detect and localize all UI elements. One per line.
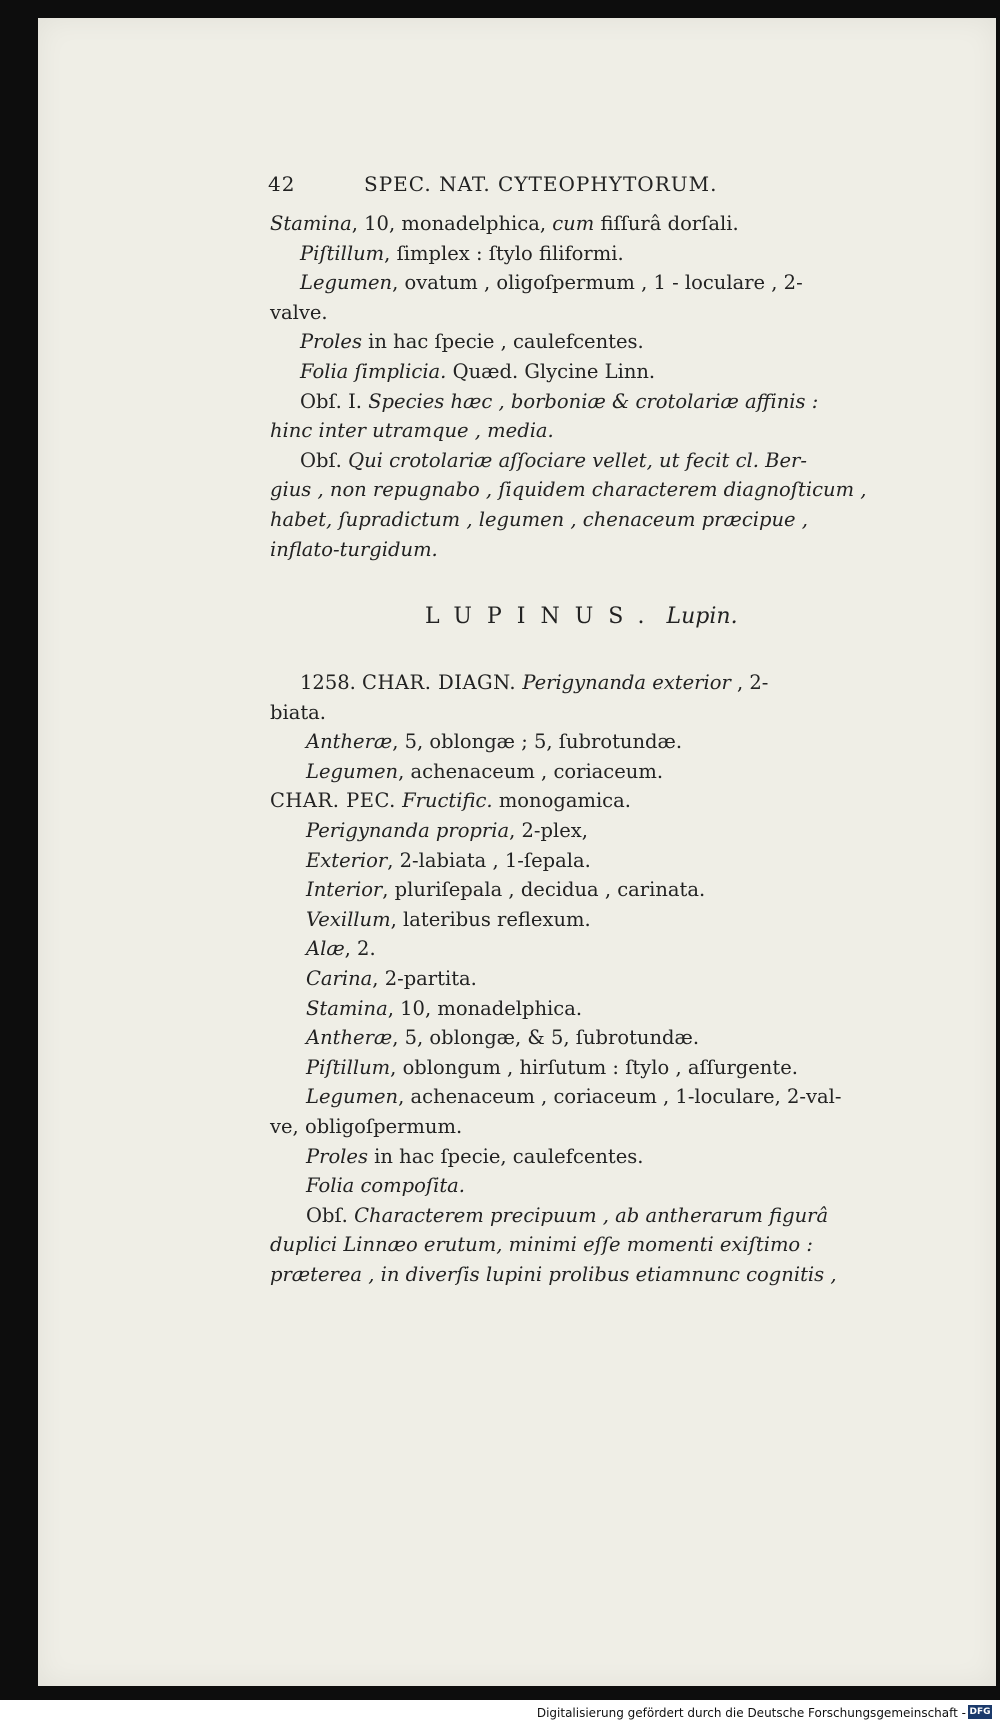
term-label: Proles xyxy=(306,1144,368,1168)
term-text: , 2- xyxy=(736,671,769,694)
term-label: Legumen xyxy=(300,271,393,295)
term-text: , 5, oblongæ, & 5, ſubrotundæ. xyxy=(392,1026,700,1050)
obs-text: inflato-turgidum. xyxy=(270,537,438,561)
text-line xyxy=(270,1112,910,1142)
text-line xyxy=(270,535,910,565)
text-line xyxy=(270,298,910,328)
term-label: Alæ xyxy=(306,937,345,961)
text-line xyxy=(270,1201,910,1231)
term-label: Perigynanda propria xyxy=(306,818,510,842)
term-label: Antheræ xyxy=(306,1026,393,1050)
text-line xyxy=(270,357,910,387)
text-line xyxy=(270,446,910,476)
page-number: 42 xyxy=(268,172,296,196)
text-line xyxy=(270,757,910,787)
genus-body xyxy=(270,668,910,1289)
text-line xyxy=(270,846,910,876)
text-line xyxy=(270,786,910,816)
obs-text: hinc inter utramque , media. xyxy=(270,419,554,443)
term-text: biata. xyxy=(270,700,327,724)
term-label: Folia ſimplicia. xyxy=(300,359,447,383)
term-text: , 2-partita. xyxy=(372,966,477,990)
term-text: in hac ſpecie, caulefcentes. xyxy=(374,1144,644,1168)
text-line xyxy=(270,1260,910,1290)
term-text: , oblongum , hirſutum : ſtylo , aſſurgente. xyxy=(390,1055,798,1079)
char-pec-label: CHAR. PEC. xyxy=(270,789,396,813)
term-label: Exterior xyxy=(306,848,388,872)
obs-text: præterea , in diverſis lupini prolibus etiamnunc cognitis , xyxy=(270,1262,837,1286)
text-line xyxy=(270,875,910,905)
text-line xyxy=(270,1171,910,1201)
running-head xyxy=(268,172,908,196)
term-text: , ovatum , oligoſpermum , 1 - loculare , 2- xyxy=(392,271,803,295)
text-line xyxy=(270,816,910,846)
genus-name: LUPINUS. xyxy=(425,604,660,629)
text-line xyxy=(270,994,910,1024)
char-diagn-label: CHAR. DIAGN. xyxy=(362,671,517,694)
text-line xyxy=(270,505,910,535)
term-label: Folia compoſita. xyxy=(306,1174,465,1198)
term-label: Proles xyxy=(300,330,362,354)
text-line xyxy=(270,475,910,505)
entry-number: 1258. xyxy=(300,671,356,694)
term-label: Piſtillum xyxy=(300,241,385,265)
obs-text: gius , non repugnabo , ſiquidem characterem diagnoſticum , xyxy=(270,478,867,502)
term-text: , 2-plex, xyxy=(509,818,588,842)
digitization-credit: Digitalisierung gefördert durch die Deutsche Forschungsgemeinschaft - xyxy=(536,1706,966,1720)
text-line xyxy=(270,327,910,357)
obs-text: Characterem precipuum , ab antherarum figurâ xyxy=(354,1203,829,1227)
term-text: , 5, oblongæ ; 5, ſubrotundæ. xyxy=(392,730,683,754)
obs-text: Qui crotolariæ aſſociare vellet, ut fecit cl. Ber- xyxy=(348,448,807,472)
page-body xyxy=(270,209,910,564)
text-line xyxy=(270,1053,910,1083)
text-line xyxy=(270,727,910,757)
text-line xyxy=(270,268,910,298)
term-label: Vexillum xyxy=(306,907,391,931)
text-line xyxy=(270,209,910,239)
term-italic: cum xyxy=(552,212,595,235)
text-line xyxy=(270,1142,910,1172)
text-line xyxy=(270,387,910,417)
text-line xyxy=(270,1230,910,1260)
term-label: Perigynanda exterior xyxy=(522,671,731,694)
text-line xyxy=(270,239,910,269)
text-line xyxy=(270,905,910,935)
term-text: , achenaceum , coriaceum , 1-loculare, 2-val- xyxy=(398,1085,842,1109)
term-text: , lateribus reflexum. xyxy=(390,907,591,931)
obs-text: duplici Linnæo erutum, minimi eſſe momenti exiſtimo : xyxy=(270,1233,813,1257)
term-text: ve, obligoſpermum. xyxy=(270,1114,463,1138)
term-label: Fructific. xyxy=(402,789,493,813)
text-line xyxy=(270,668,910,698)
obs-label: Obſ. xyxy=(306,1203,348,1227)
term-label: Piſtillum xyxy=(306,1055,391,1079)
text-line xyxy=(270,698,910,728)
term-label: Stamina xyxy=(306,996,388,1020)
term-label: Antheræ xyxy=(306,730,393,754)
genus-vernacular: Lupin. xyxy=(666,604,738,629)
text-line xyxy=(270,1082,910,1112)
term-text: , pluriſepala , decidua , carinata. xyxy=(382,878,706,902)
term-text: Quæd. Glycine Linn. xyxy=(452,359,656,383)
obs-label: Obſ. I. xyxy=(300,389,362,413)
dfg-logo: DFG xyxy=(969,1707,991,1717)
term-text: valve. xyxy=(270,300,328,324)
term-text: monogamica. xyxy=(498,789,631,813)
obs-text: habet, ſupradictum , legumen , chenaceum præcipue , xyxy=(270,507,808,531)
term-text: , ſimplex : ſtylo filiformi. xyxy=(384,241,624,265)
text-line xyxy=(270,416,910,446)
term-label: Legumen xyxy=(306,759,399,783)
term-label: Legumen xyxy=(306,1085,399,1109)
genus-heading xyxy=(425,604,738,629)
running-head-title: SPEC. NAT. CYTEOPHYTORUM. xyxy=(364,172,718,196)
term-label: Carina xyxy=(306,966,373,990)
obs-text: Species hæc , borboniæ & crotolariæ affinis : xyxy=(368,389,819,413)
term-label: Interior xyxy=(306,878,383,902)
text-line xyxy=(270,1023,910,1053)
term-text: , 2. xyxy=(344,937,376,961)
term-label: Stamina xyxy=(270,212,352,235)
term-text: in hac ſpecie , caulefcentes. xyxy=(368,330,644,354)
term-text: , 2-labiata , 1-ſepala. xyxy=(387,848,591,872)
term-text: , achenaceum , coriaceum. xyxy=(398,759,664,783)
term-text: , 10, monadelphica. xyxy=(387,996,583,1020)
term-text: , 10, monadelphica, xyxy=(351,212,547,235)
text-line xyxy=(270,934,910,964)
text-line xyxy=(270,964,910,994)
term-text: fiſſurâ dorſali. xyxy=(600,212,739,235)
obs-label: Obſ. xyxy=(300,448,342,472)
